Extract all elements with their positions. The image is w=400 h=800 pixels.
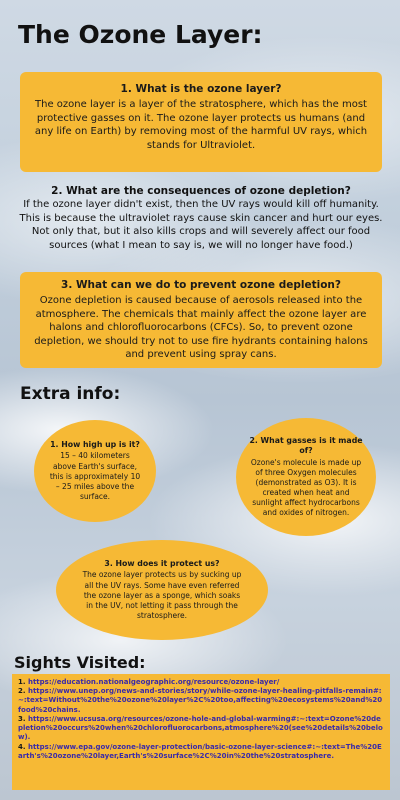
page-title: The Ozone Layer: [18,20,263,49]
sights-visited-heading: Sights Visited: [14,653,146,672]
source-item[interactable] [18,687,384,715]
source-item[interactable] [18,743,384,761]
bubble-body: Ozone's molecule is made up of three Oxygen molecules (demonstrated as O3). It is created when heat and sunlight affect hydrocarbons and oxides of nitrogen. [250,457,362,518]
source-link[interactable]: https://www.unep.org/news-and-stories/story/while-ozone-layer-healing-pitfalls-remain#:~:text=Without%20the%20ozone%20layer%2C%20too,affecting%20ecosystems%20and%20food%20chains. [18,687,383,714]
extra-bubble-height [34,420,156,522]
section-body: The ozone layer is a layer of the stratosphere, which has the most protective gasses on it. The ozone layer protects us humans (and any life on Earth) by removing most of the harmful UV rays, which stands for Ultraviolet. [34,99,368,151]
extra-bubble-protection [56,540,268,640]
bubble-heading: 1. How high up is it? [50,439,140,449]
bubble-body: 15 – 40 kilometers above Earth's surface, this is approximately 10 – 25 miles above the surface. [49,451,141,501]
section-body: If the ozone layer didn't exist, then the UV rays would kill off humanity. This is because the ultraviolet rays cause skin cancer and hurt our eyes. Not only that, but it also kills crops and will severely affect our food sources (what I mean to say is, we will no longer have food.) [19,199,383,251]
source-number: 2. [18,687,26,696]
bubble-heading: 3. How does it protect us? [104,558,220,568]
section-heading: 1. What is the ozone layer? [120,83,282,95]
section-heading: 2. What are the consequences of ozone depletion? [51,185,351,197]
source-number: 3. [18,714,26,723]
source-link[interactable]: https://www.epa.gov/ozone-layer-protection/basic-ozone-layer-science#:~:text=The%20Earth's%20ozone%20layer,Earth's%20surface%2C%20in%20the%20stratosphere. [18,742,382,760]
section-what-is-ozone [20,72,382,172]
sources-list [12,674,390,790]
section-prevention [20,272,382,368]
section-body: Ozone depletion is caused because of aerosols released into the atmosphere. The chemicals that mainly affect the ozone layer are halons and chlorofluorocarbons (CFCs). So, to prevent ozone depletion, we should try not to use fire hydrants containing halons and prevent using spray cans. [34,295,368,361]
source-item[interactable] [18,678,384,687]
source-link[interactable]: https://education.nationalgeographic.org/resource/ozone-layer/ [27,678,280,686]
source-number: 1. [18,678,26,686]
section-consequences [16,184,386,252]
extra-info-heading: Extra info: [20,384,121,404]
extra-bubble-gasses [236,418,376,536]
source-link[interactable]: https://www.ucsusa.org/resources/ozone-hole-and-global-warming#:~:text=Ozone%20depletion%20occurs%20when%20chlorofluorocarbons,atmosphere%20(see%20details%20below). [18,714,383,742]
section-heading: 3. What can we do to prevent ozone depletion? [61,279,341,291]
source-number: 4. [18,742,26,751]
source-item[interactable] [18,715,384,743]
bubble-body: The ozone layer protects us by sucking up all the UV rays. Some have even referred the ozone layer as a sponge, which soaks in the UV, not letting it pass through the stratosphere. [82,570,242,620]
bubble-heading: 2. What gasses is it made of? [249,435,363,456]
